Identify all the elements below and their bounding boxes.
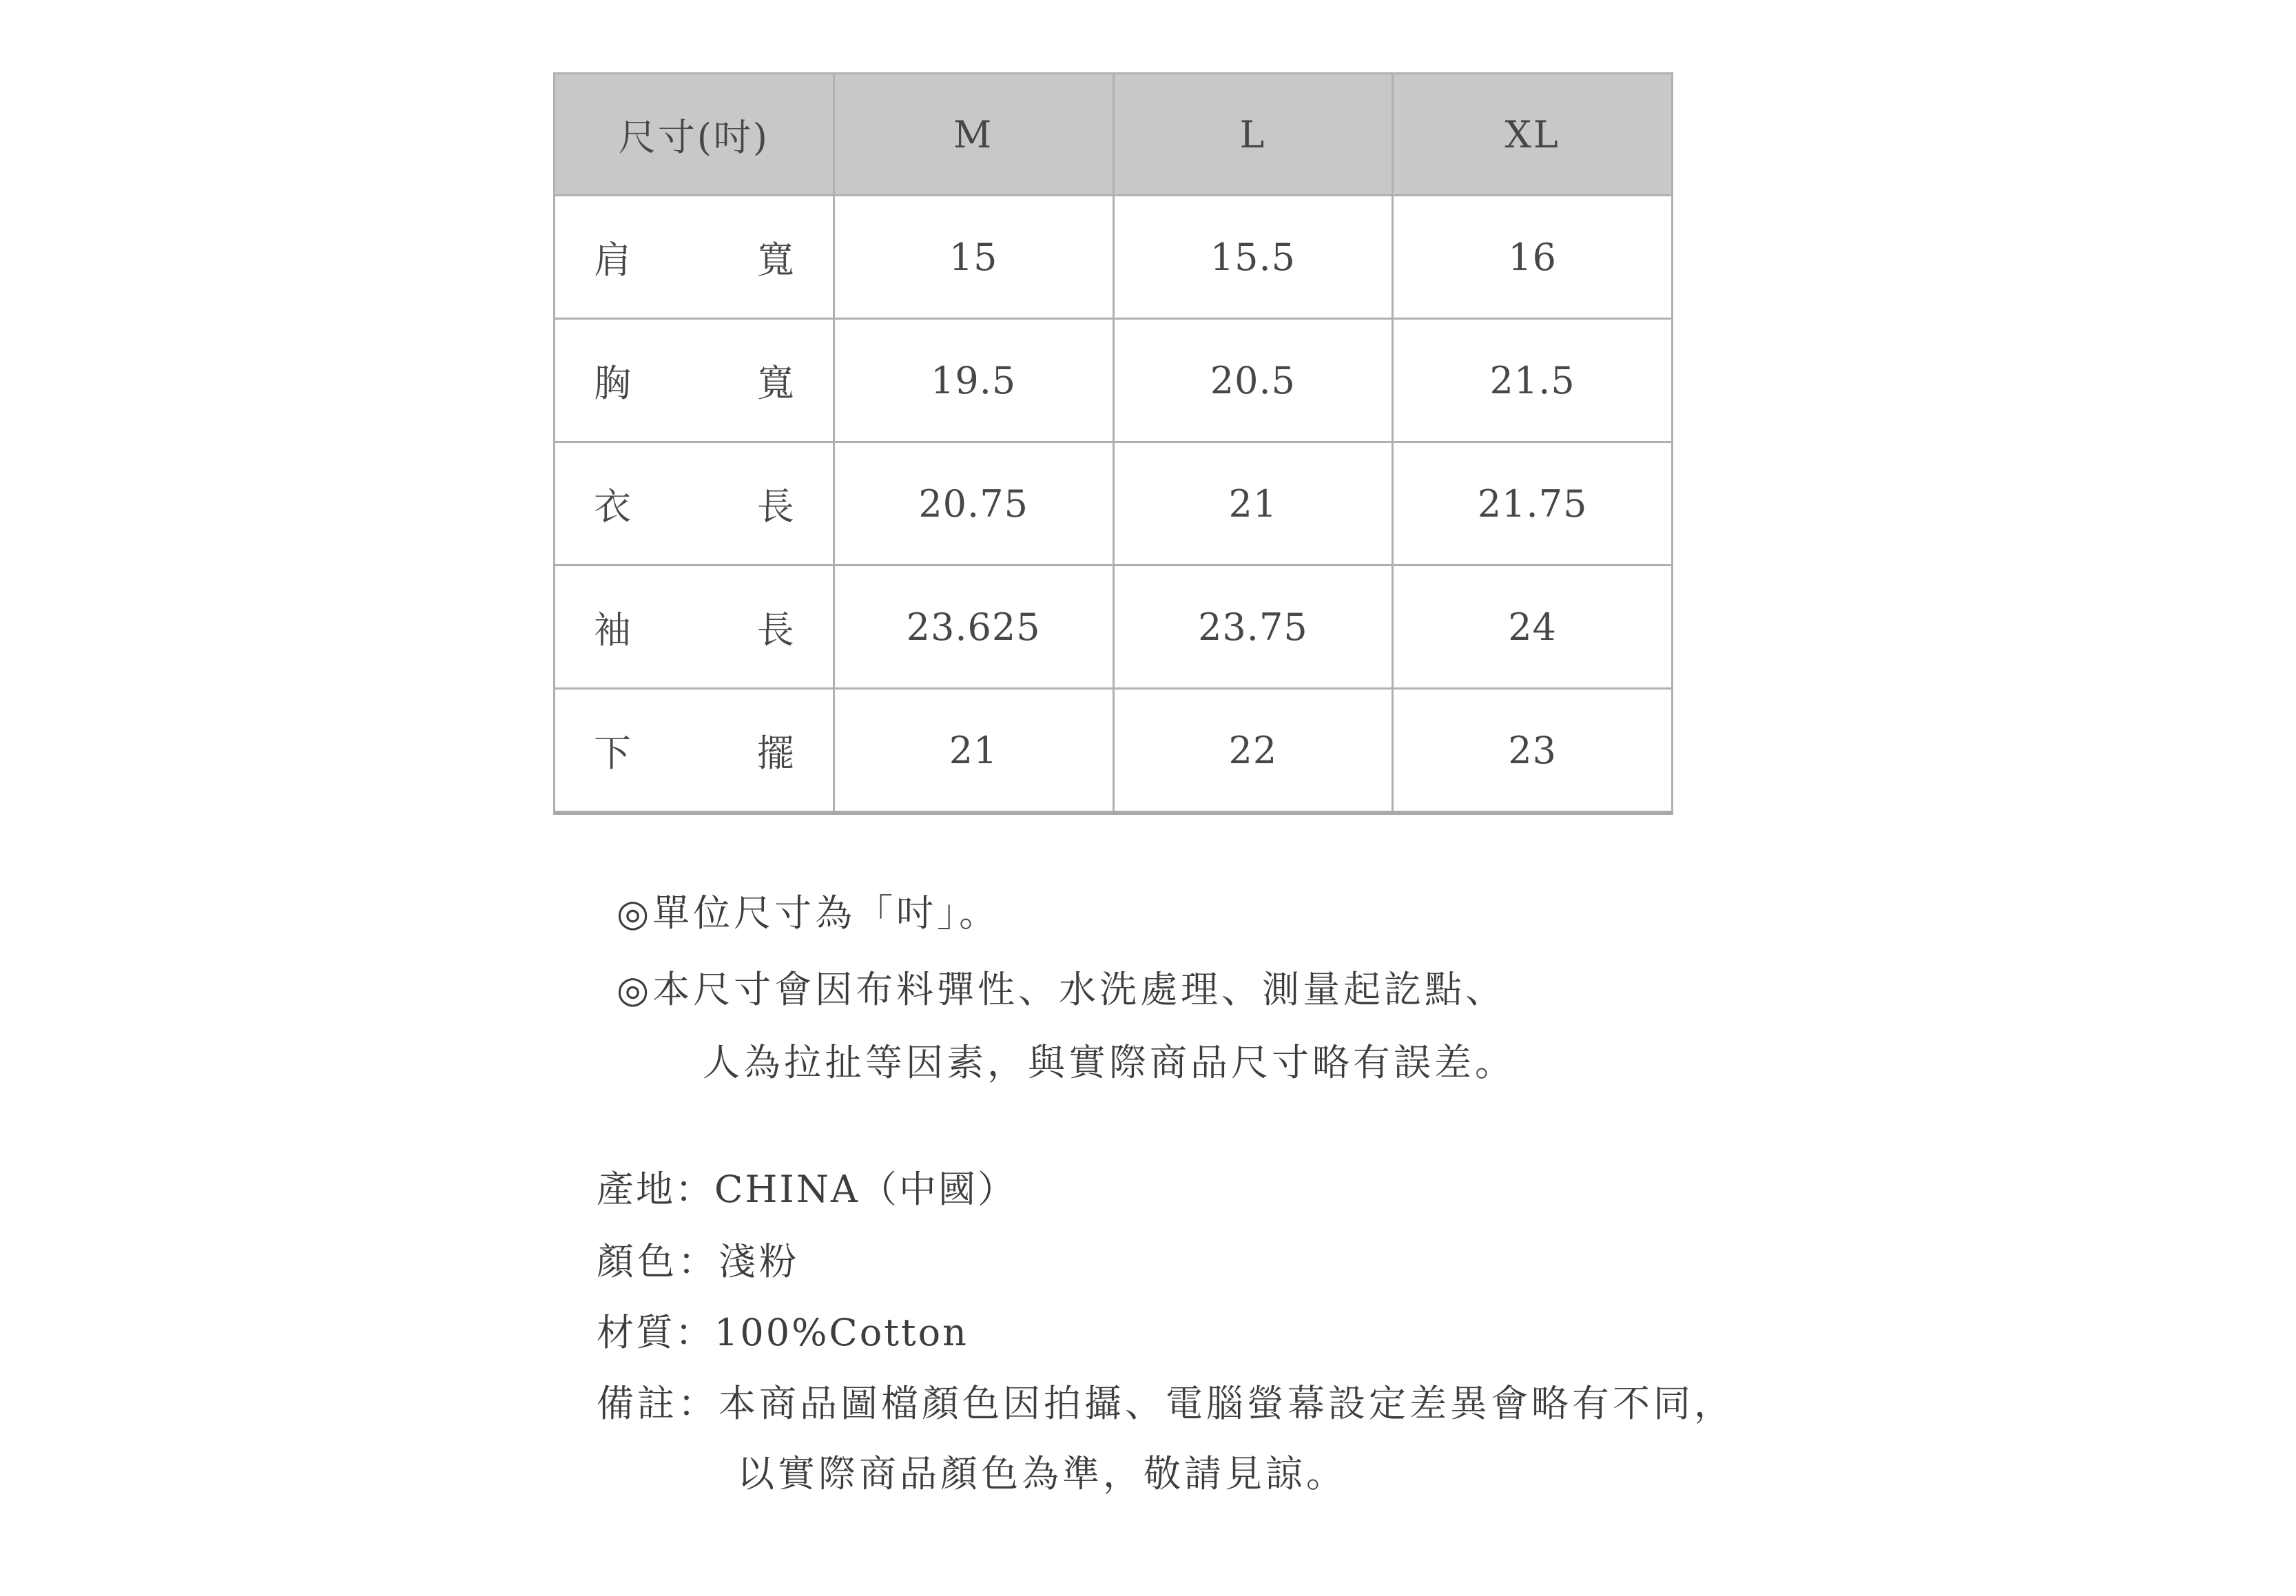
row-label-char: 肩 (594, 238, 631, 282)
row-label-char: 長 (756, 484, 794, 528)
size-xl-header-cell: XL (1393, 74, 1673, 196)
value-cell-m: 20.75 (834, 442, 1113, 566)
row-label-cell (555, 442, 834, 566)
table-row-garment-length (555, 442, 1673, 566)
value-cell-m: 21 (834, 689, 1113, 813)
size-table-header-row (555, 74, 1673, 196)
row-label-char: 下 (594, 731, 631, 775)
value-cell-m: 15 (834, 196, 1113, 319)
note-unit: ◎單位尺寸為「吋」。 (617, 891, 1000, 935)
value-cell-l: 23.75 (1113, 566, 1393, 689)
row-label-cell (555, 196, 834, 319)
detail-remark-line1: 備註：本商品圖檔顏色因拍攝、電腦螢幕設定差異會略有不同， (597, 1382, 1735, 1425)
detail-material: 材質：100%Cotton (597, 1311, 969, 1354)
table-row-chest-width (555, 319, 1673, 442)
value-cell-xl: 16 (1393, 196, 1673, 319)
table-row-hem-width (555, 689, 1673, 813)
value-cell-xl: 24 (1393, 566, 1673, 689)
size-l-header-cell: L (1113, 74, 1393, 196)
value-cell-m: 23.625 (834, 566, 1113, 689)
value-cell-l: 21 (1113, 442, 1393, 566)
size-table (553, 72, 1673, 815)
table-row-sleeve-length (555, 566, 1673, 689)
row-label-char: 袖 (594, 608, 631, 652)
value-cell-l: 20.5 (1113, 319, 1393, 442)
detail-color: 顏色：淺粉 (597, 1240, 800, 1283)
row-label-char: 寬 (756, 361, 794, 405)
note-tolerance-line2: 人為拉扯等因素，與實際商品尺寸略有誤差。 (703, 1041, 1516, 1084)
row-label-cell (555, 689, 834, 813)
detail-remark-line2: 以實際商品顏色為準，敬請見諒。 (737, 1452, 1347, 1495)
table-row-shoulder-width (555, 196, 1673, 319)
value-cell-xl: 21.5 (1393, 319, 1673, 442)
detail-origin: 產地：CHINA（中國） (597, 1168, 1017, 1211)
value-cell-l: 22 (1113, 689, 1393, 813)
row-label-cell (555, 566, 834, 689)
row-label-cell (555, 319, 834, 442)
note-tolerance-line1: ◎本尺寸會因布料彈性、水洗處理、測量起訖點、 (617, 968, 1507, 1011)
row-label-char: 衣 (594, 484, 631, 528)
row-label-char: 擺 (756, 731, 794, 775)
size-unit-header-cell: 尺寸(吋) (555, 74, 834, 196)
row-label-char: 長 (756, 608, 794, 652)
value-cell-xl: 21.75 (1393, 442, 1673, 566)
value-cell-m: 19.5 (834, 319, 1113, 442)
row-label-char: 胸 (594, 361, 631, 405)
value-cell-l: 15.5 (1113, 196, 1393, 319)
size-m-header-cell: M (834, 74, 1113, 196)
row-label-char: 寬 (756, 238, 794, 282)
value-cell-xl: 23 (1393, 689, 1673, 813)
